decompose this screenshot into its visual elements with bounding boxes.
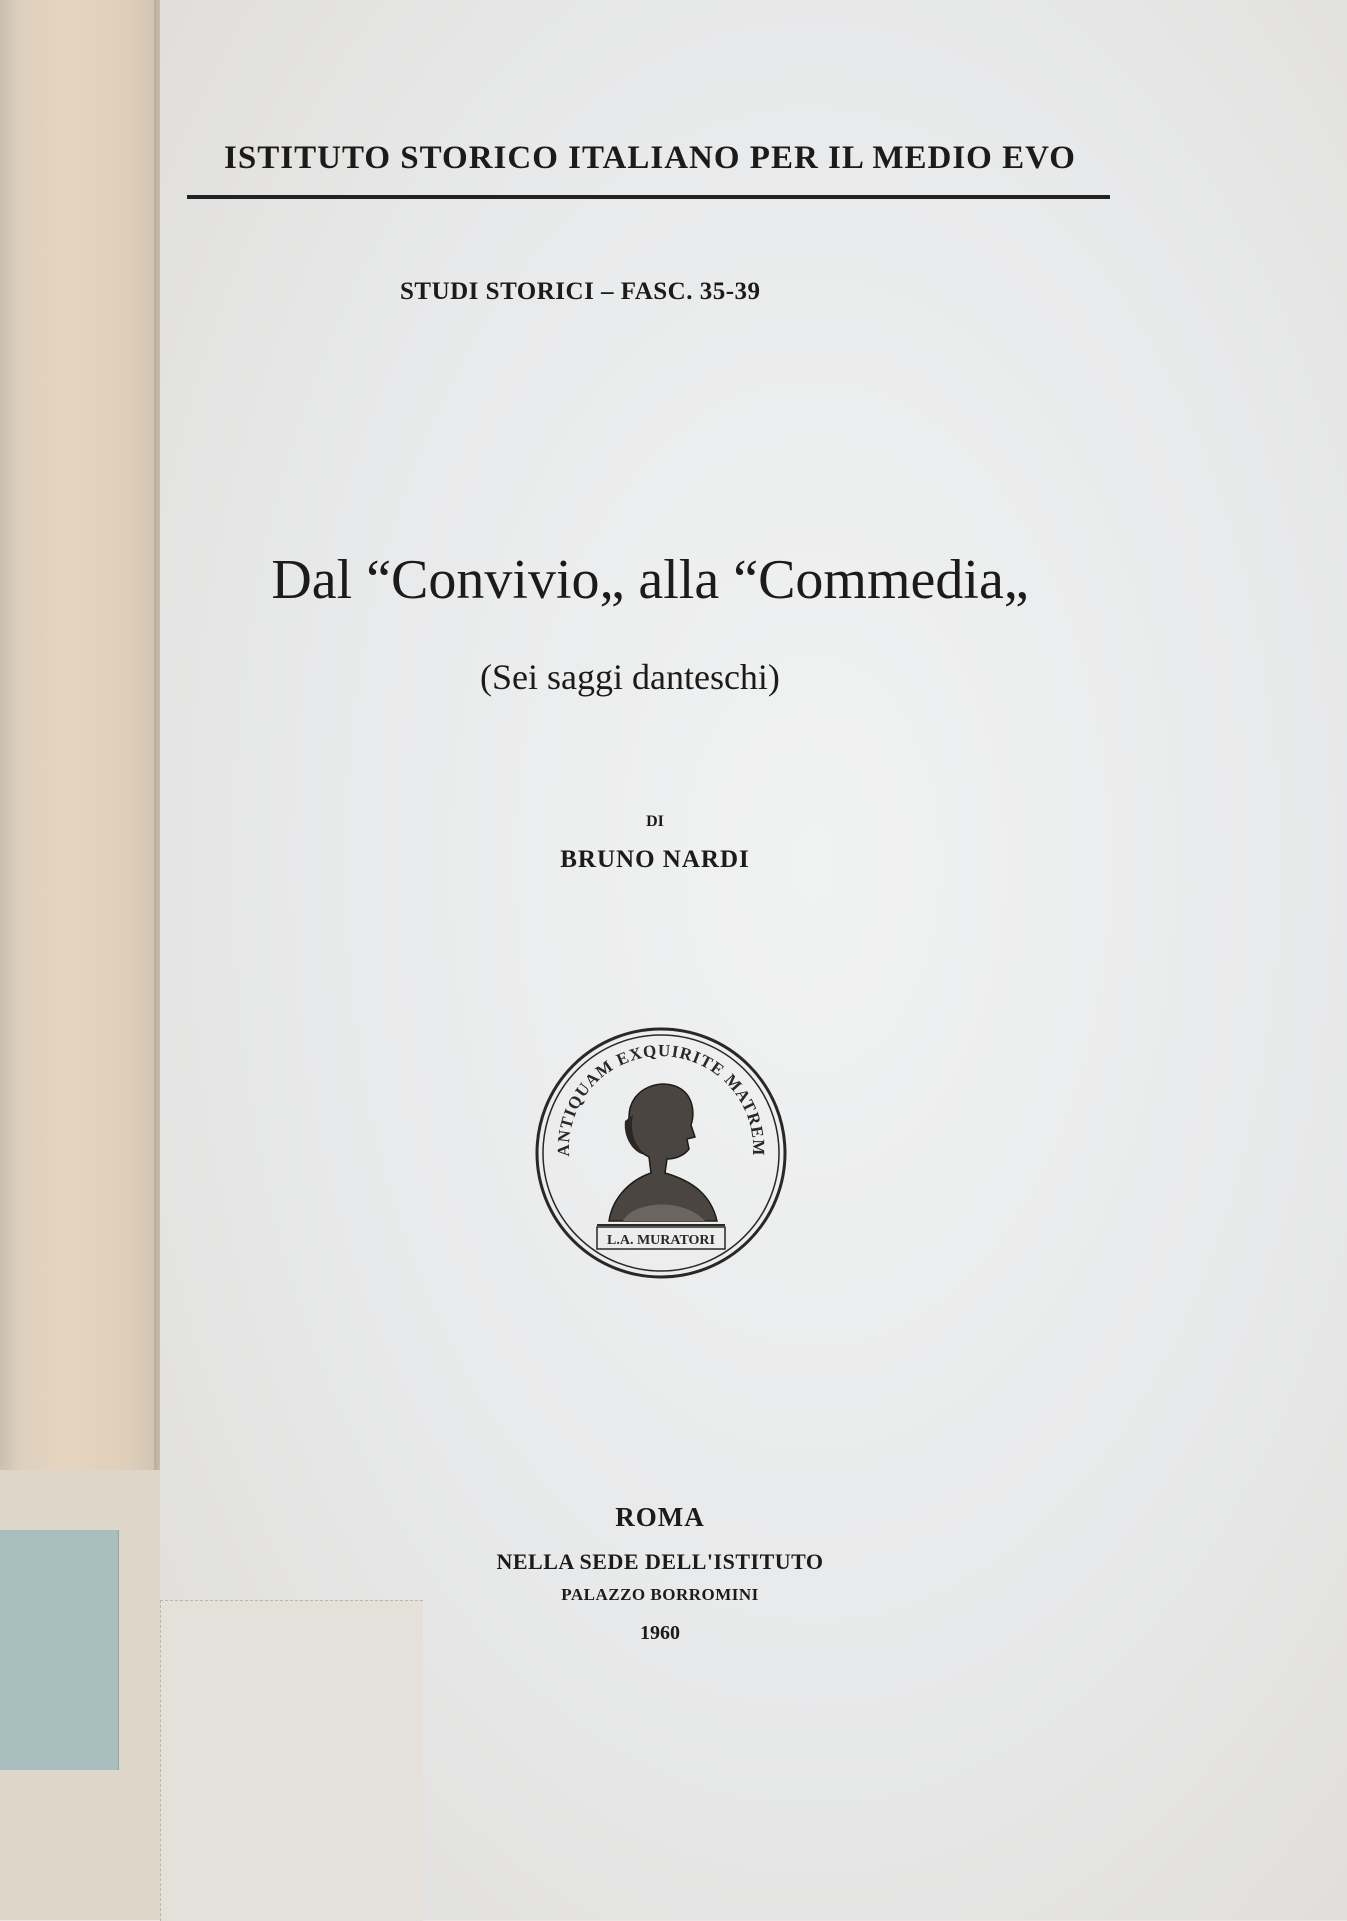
- header-rule: [187, 195, 1110, 199]
- byline-label: DI: [646, 813, 664, 830]
- imprint-year: 1960: [640, 1622, 680, 1644]
- library-label-sticker: [0, 1530, 119, 1770]
- library-label-tab: [160, 1600, 423, 1921]
- imprint-palace: PALAZZO BORROMINI: [561, 1585, 759, 1604]
- author-name: BRUNO NARDI: [560, 846, 750, 873]
- imprint-publisher: NELLA SEDE DELL'ISTITUTO: [496, 1549, 824, 1574]
- institute-name: ISTITUTO STORICO ITALIANO PER IL MEDIO EVO: [224, 140, 1076, 176]
- book-title: Dal “Convivio„ alla “Commedia„: [271, 549, 1029, 611]
- seal-name: L.A. MURATORI: [607, 1233, 715, 1248]
- series-info: STUDI STORICI – FASC. 35-39: [400, 278, 761, 305]
- muratori-seal-icon: [533, 1025, 789, 1281]
- book-subtitle: (Sei saggi danteschi): [480, 657, 780, 697]
- imprint-city: ROMA: [615, 1502, 705, 1532]
- seal-inscription: ANTIQUAM EXQUIRITE MATREM: [553, 1040, 769, 1157]
